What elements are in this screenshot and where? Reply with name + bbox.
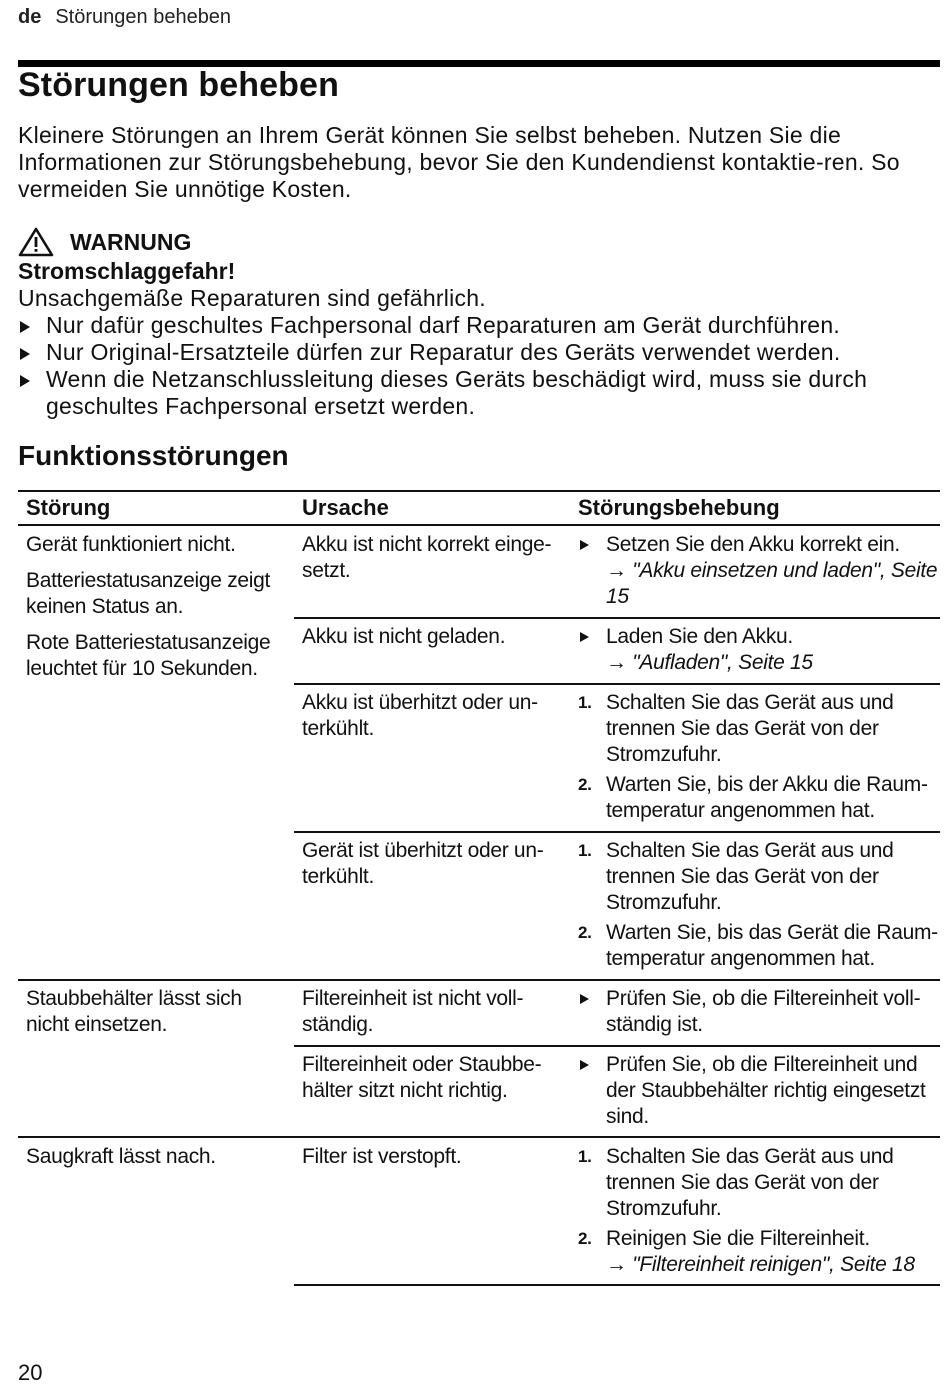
remedy-step	[578, 1144, 940, 1222]
row-divider	[294, 683, 940, 685]
step-text: Warten Sie, bis das Gerät die Raum-temperatur angenommen hat.	[606, 921, 938, 970]
column-header-remedy: Störungsbehebung	[578, 495, 780, 520]
step-text: Schalten Sie das Gerät aus und trennen Sie das Gerät von der Stromzufuhr.	[606, 839, 894, 914]
bullet-triangle-icon	[20, 321, 30, 333]
cause-cell: Akku ist überhitzt oder un-terkühlt.	[302, 691, 538, 740]
cause-cell: Akku ist nicht korrekt einge-setzt.	[302, 533, 552, 582]
list-item	[18, 366, 940, 420]
bullet-triangle-icon	[580, 540, 589, 550]
remedy-cell	[578, 690, 940, 824]
remedy-step	[578, 690, 940, 768]
step-number: 1.	[578, 693, 592, 712]
remedy-step	[578, 838, 940, 916]
list-item-text: Nur dafür geschultes Fachpersonal darf Reparaturen am Gerät durchführen.	[46, 312, 841, 338]
fault-text: Rote Batteriestatusanzeige leuchtet für 10 Sekunden.	[26, 631, 271, 680]
step-number: 1.	[578, 1147, 592, 1166]
arrow-right-icon: →	[606, 1253, 627, 1276]
step-number: 2.	[578, 775, 592, 794]
intro-paragraph: Kleinere Störungen an Ihrem Gerät können Sie selbst beheben. Nutzen Sie die Informationen zur Störungsbehebung, bevor Sie den Kundendienst kontaktie-ren. So vermeiden Sie unnötige Kosten.	[18, 122, 900, 202]
reference-link[interactable]: "Akku einsetzen und laden", Seite 15	[606, 559, 938, 608]
remedy-text: Prüfen Sie, ob die Filtereinheit und der Staubbehälter richtig eingesetzt sind.	[606, 1053, 926, 1128]
remedy-cell	[578, 838, 940, 972]
group-divider	[18, 979, 940, 981]
fault-cell	[26, 532, 286, 682]
remedy-step	[578, 920, 940, 972]
running-header-title: Störungen beheben	[55, 6, 232, 28]
remedy-bullet	[578, 1052, 940, 1130]
list-item-text: Wenn die Netzanschlussleitung dieses Geräts beschädigt wird, muss sie durch geschultes Fachpersonal ersetzt werden.	[46, 366, 868, 419]
arrow-right-icon: →	[606, 559, 627, 582]
cause-cell: Akku ist nicht geladen.	[302, 625, 506, 648]
remedy-step	[578, 1226, 940, 1252]
list-item-text: Nur Original-Ersatzteile dürfen zur Reparatur des Geräts verwendet werden.	[46, 339, 841, 365]
table-header-rule	[18, 524, 940, 526]
remedy-bullet	[578, 986, 940, 1038]
step-number: 1.	[578, 841, 592, 860]
warning-list	[18, 312, 940, 420]
cause-cell: Filtereinheit oder Staubbe-hälter sitzt nicht richtig.	[302, 1053, 542, 1102]
remedy-cell	[578, 532, 940, 610]
fault-cell: Staubbehälter lässt sich nicht einsetzen.	[26, 987, 242, 1036]
column-header-fault: Störung	[26, 495, 111, 520]
warning-text: Unsachgemäße Reparaturen sind gefährlich.	[18, 285, 486, 311]
row-divider	[294, 1045, 940, 1047]
list-item	[18, 312, 940, 339]
bullet-triangle-icon	[580, 1060, 589, 1070]
remedy-bullet	[578, 624, 940, 650]
step-text: Warten Sie, bis der Akku die Raum-temperatur angenommen hat.	[606, 773, 928, 822]
remedy-cell	[578, 986, 940, 1038]
step-number: 2.	[578, 923, 592, 942]
remedy-text: Prüfen Sie, ob die Filtereinheit voll-ständig ist.	[606, 987, 921, 1036]
cause-cell: Filtereinheit ist nicht voll-ständig.	[302, 987, 524, 1036]
arrow-right-icon: →	[606, 651, 627, 674]
step-number: 2.	[578, 1229, 592, 1248]
warning-triangle-icon	[18, 227, 54, 257]
hazard-title: Stromschlaggefahr!	[18, 258, 236, 284]
bullet-triangle-icon	[20, 375, 30, 387]
warning-heading	[18, 226, 940, 258]
table-top-rule	[18, 490, 940, 492]
cross-reference	[578, 650, 940, 676]
column-header-cause: Ursache	[302, 495, 389, 520]
bullet-triangle-icon	[580, 994, 589, 1004]
remedy-cell	[578, 624, 940, 676]
fault-cell: Saugkraft lässt nach.	[26, 1145, 216, 1168]
table-bottom-rule	[294, 1284, 940, 1286]
fault-text: Gerät funktioniert nicht.	[26, 533, 236, 556]
remedy-cell	[578, 1144, 940, 1278]
remedy-bullet	[578, 532, 940, 558]
group-divider	[18, 1136, 940, 1138]
warning-block	[18, 226, 940, 420]
reference-link[interactable]: "Aufladen", Seite 15	[632, 651, 813, 674]
cause-cell: Filter ist verstopft.	[302, 1145, 462, 1168]
page-title: Störungen beheben	[18, 66, 339, 104]
bullet-triangle-icon	[580, 632, 589, 642]
language-code: de	[18, 6, 42, 28]
cross-reference	[578, 1252, 940, 1278]
warning-label: WARNUNG	[70, 228, 192, 255]
running-header	[18, 6, 231, 29]
row-divider	[294, 831, 940, 833]
list-item	[18, 339, 940, 366]
cause-cell: Gerät ist überhitzt oder un-terkühlt.	[302, 839, 544, 888]
page-number: 20	[18, 1360, 43, 1385]
step-text: Reinigen Sie die Filtereinheit.	[606, 1227, 870, 1250]
section-heading: Funktionsstörungen	[18, 440, 289, 471]
remedy-cell	[578, 1052, 940, 1130]
reference-link[interactable]: "Filtereinheit reinigen", Seite 18	[632, 1253, 915, 1276]
remedy-step	[578, 772, 940, 824]
remedy-text: Setzen Sie den Akku korrekt ein.	[606, 533, 900, 556]
step-text: Schalten Sie das Gerät aus und trennen Sie das Gerät von der Stromzufuhr.	[606, 691, 894, 766]
fault-text: Batteriestatusanzeige zeigt keinen Status an.	[26, 569, 271, 618]
remedy-text: Laden Sie den Akku.	[606, 625, 793, 648]
row-divider	[294, 617, 940, 619]
cross-reference	[578, 558, 940, 610]
step-text: Schalten Sie das Gerät aus und trennen Sie das Gerät von der Stromzufuhr.	[606, 1145, 894, 1220]
bullet-triangle-icon	[20, 348, 30, 360]
